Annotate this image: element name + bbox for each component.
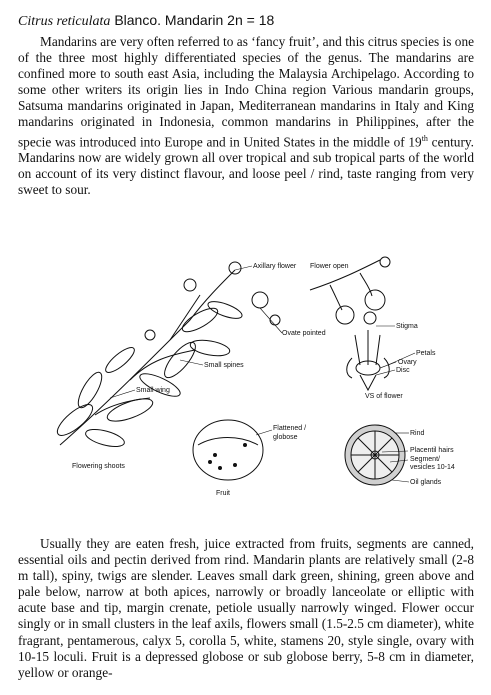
label-oil-glands: Oil glands: [410, 479, 442, 486]
label-placentil-hairs: Placentil hairs: [410, 447, 454, 454]
species-heading-rest: Blanco. Mandarin 2n = 18: [110, 12, 275, 28]
label-ovary: Ovary: [398, 359, 417, 366]
label-petals: Petals: [416, 350, 436, 357]
label-small-spines: Small spines: [204, 362, 244, 369]
label-globose: globose: [273, 434, 298, 441]
label-fruit: Fruit: [216, 490, 230, 497]
intro-text-b: century. Mandarins now are widely grown all over tropical and sub tropical parts of the world on account of its very distinct flavour, and loose peel / rind, taste ranging from very sweet to sour.: [18, 133, 474, 198]
label-flattened: Flattened /: [273, 425, 307, 432]
label-disc: Disc: [396, 367, 410, 374]
fruit-section-drawing: [345, 425, 405, 485]
species-name: Citrus reticulata: [18, 14, 111, 29]
intro-paragraph: [18, 34, 474, 198]
label-segment: Segment/: [410, 456, 440, 463]
label-vesicles: vesicles 10-14: [410, 464, 455, 471]
intro-text-a: Mandarins are very often referred to as ‘fancy fruit’, and this citrus species is one of the three most highly differentiated species of the genus. The mandarins are confined more to south east Asia, including the Malaysia Archipelago. According to some other writers its origin lies in Indo China region Various mandarin groups, Satsuma mandarins originated in Japan, Mediterranean mandarins in Italy and King mandarins originated in Indonesia, common mandarins in Philippines, after the specie was introduced into Europe and in United States in the middle of 19: [18, 34, 474, 149]
label-small-wing: Small wing: [136, 387, 170, 394]
label-axillary-flower: Axillary flower: [253, 263, 297, 270]
mandarin-illustration: [20, 240, 470, 520]
intro-superscript: th: [421, 133, 428, 143]
label-rind: Rind: [410, 430, 425, 437]
flowering-shoot-drawing: [53, 262, 280, 450]
flower-section-drawing: [347, 330, 390, 390]
fruit-leader: [256, 430, 272, 435]
label-ovate-pointed: Ovate pointed: [282, 330, 326, 337]
label-flower-open: Flower open: [310, 263, 349, 270]
label-vs-of-flower: VS of flower: [365, 393, 403, 400]
label-stigma: Stigma: [396, 323, 418, 330]
fruit-drawing: [193, 420, 263, 480]
label-flowering-shoots: Flowering shoots: [72, 463, 125, 470]
description-paragraph: Usually they are eaten fresh, juice extracted from fruits, segments are canned, essential oils and pectin derived from rind. Mandarin plants are relatively small (2-8 m tall), spiny, twigs are slender. Leaves small dark green, shining, green above and pale below, narrow at both apices, narrowly or broadly lanceolate or elliptic with acute base and tip, margin crenate, petiole usually narrowly winged. Flower occur singly or in small clusters in the leaf axils, flowers small (1.5-2.5 cm diameter), white fragrant, pentamerous, calyx 5, corolla 5, white, stamens 20, style single, ovary with 10-15 loculi. Fruit is a depressed globose or sub globose berry, 5-8 cm in diameter, yellow or orange-: [18, 536, 474, 680]
species-heading: [18, 12, 274, 30]
